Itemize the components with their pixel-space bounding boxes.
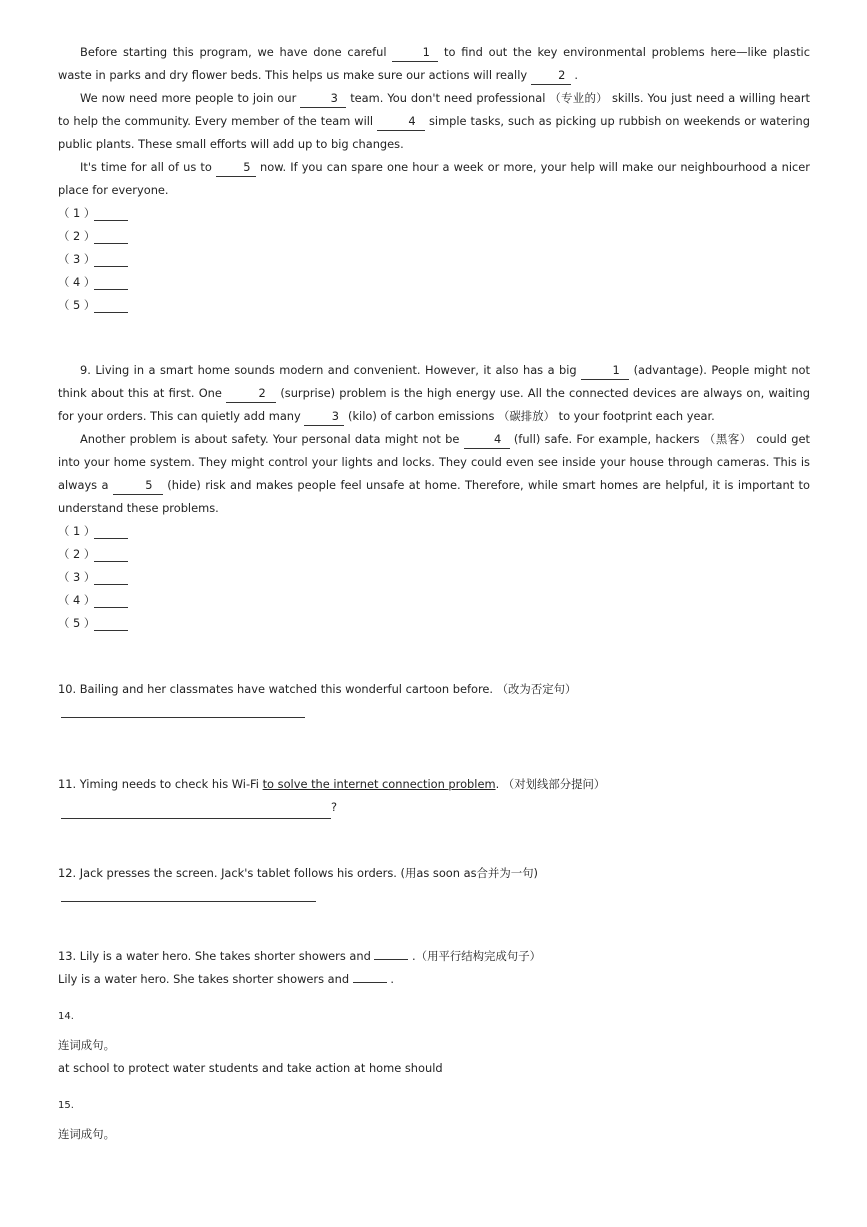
answer-line[interactable] — [94, 593, 128, 608]
q14-words: at school to protect water students and take action at home should — [58, 1061, 443, 1075]
q13-answer-sentence: Lily is a water hero. She takes shorter showers and . — [58, 968, 810, 991]
q11-answer-line[interactable] — [61, 802, 331, 819]
blank-5[interactable]: 5 — [216, 158, 256, 177]
worksheet-page — [58, 41, 810, 1146]
answer-row: （ 1 ） — [58, 520, 810, 543]
section8-paragraph-2: We now need more people to join our 3 team. You don't need professional （专业的） skills. You just need a willing heart to help the community. Every member of the team will 4 simple tasks, such as picking up rubbish on weekends or watering public plants. These small efforts will add up to big changes. — [58, 91, 810, 151]
blank-4[interactable]: 4 — [377, 112, 425, 131]
answer-line[interactable] — [94, 252, 128, 267]
q9-paragraph-2: Another problem is about safety. Your personal data might not be 4 (full) safe. For example, hackers （黑客） could get into your home system. They might control your lights and locks. They could even see inside your house through cameras. This is always a 5 (hide) risk and makes people feel unsafe at home. Therefore, while smart homes are helpful, it is important to understand these problems. — [58, 432, 810, 515]
section8-answer-list — [58, 202, 810, 317]
q9-answer-list — [58, 520, 810, 635]
underlined-phrase: to solve the internet connection problem — [262, 777, 496, 791]
answer-row: （ 4 ） — [58, 589, 810, 612]
q10-answer-line[interactable] — [61, 701, 305, 718]
blank-3[interactable]: 3 — [300, 89, 346, 108]
answer-line[interactable] — [94, 524, 128, 539]
answer-row: （ 3 ） — [58, 248, 810, 271]
q13-answer-blank[interactable] — [353, 968, 387, 983]
answer-line[interactable] — [94, 547, 128, 562]
answer-line[interactable] — [94, 229, 128, 244]
answer-line[interactable] — [94, 206, 128, 221]
q15-instruction: 连词成句。 — [58, 1127, 115, 1141]
section8-paragraph-1: Before starting this program, we have done careful 1 to find out the key environmental problems here—like plastic waste in parks and dry flower beds. This helps us make sure our actions will really 2 . — [58, 41, 810, 87]
blank-4[interactable]: 4 — [464, 430, 510, 449]
q13-prompt: 13. Lily is a water hero. She takes shorter showers and .（用平行结构完成句子） — [58, 945, 810, 968]
q13-blank[interactable] — [374, 945, 408, 960]
answer-line[interactable] — [94, 275, 128, 290]
q10-prompt: 10. Bailing and her classmates have watched this wonderful cartoon before. （改为否定句） — [58, 682, 577, 696]
answer-row: （ 1 ） — [58, 202, 810, 225]
section8-paragraph-3: It's time for all of us to 5 now. If you can spare one hour a week or more, your help will make our neighbourhood a nicer place for everyone. — [58, 160, 810, 197]
blank-2[interactable]: 2 — [531, 66, 571, 85]
q12-answer-line[interactable] — [61, 885, 316, 902]
q15-number: 15. — [58, 1100, 74, 1111]
answer-row: （ 5 ） — [58, 294, 810, 317]
q11-answer-row: ? — [58, 796, 810, 819]
answer-row: （ 2 ） — [58, 543, 810, 566]
answer-line[interactable] — [94, 616, 128, 631]
q11-prompt: 11. Yiming needs to check his Wi-Fi to solve the internet connection problem. （对划线部分提问） — [58, 777, 606, 791]
answer-row: （ 2 ） — [58, 225, 810, 248]
answer-row: （ 4 ） — [58, 271, 810, 294]
blank-5[interactable]: 5 — [113, 476, 163, 495]
blank-1[interactable]: 1 — [392, 43, 438, 62]
blank-3[interactable]: 3 — [304, 407, 344, 426]
blank-2[interactable]: 2 — [226, 384, 276, 403]
q9-paragraph-1: 9. Living in a smart home sounds modern and convenient. However, it also has a big 1 (advantage). People might not think about this at first. One 2 (surprise) problem is the high energy use. All the connected devices are always on, waiting for your orders. This can quietly add many 3 (kilo) of carbon emissions （碳排放） to your footprint each year. — [58, 359, 810, 428]
q14-instruction: 连词成句。 — [58, 1038, 115, 1052]
q14-number: 14. — [58, 1011, 74, 1022]
answer-line[interactable] — [94, 570, 128, 585]
answer-line[interactable] — [94, 298, 128, 313]
answer-row: （ 5 ） — [58, 612, 810, 635]
blank-1[interactable]: 1 — [581, 361, 629, 380]
q12-prompt: 12. Jack presses the screen. Jack's tablet follows his orders. (用as soon as合并为一句) — [58, 866, 538, 880]
answer-row: （ 3 ） — [58, 566, 810, 589]
